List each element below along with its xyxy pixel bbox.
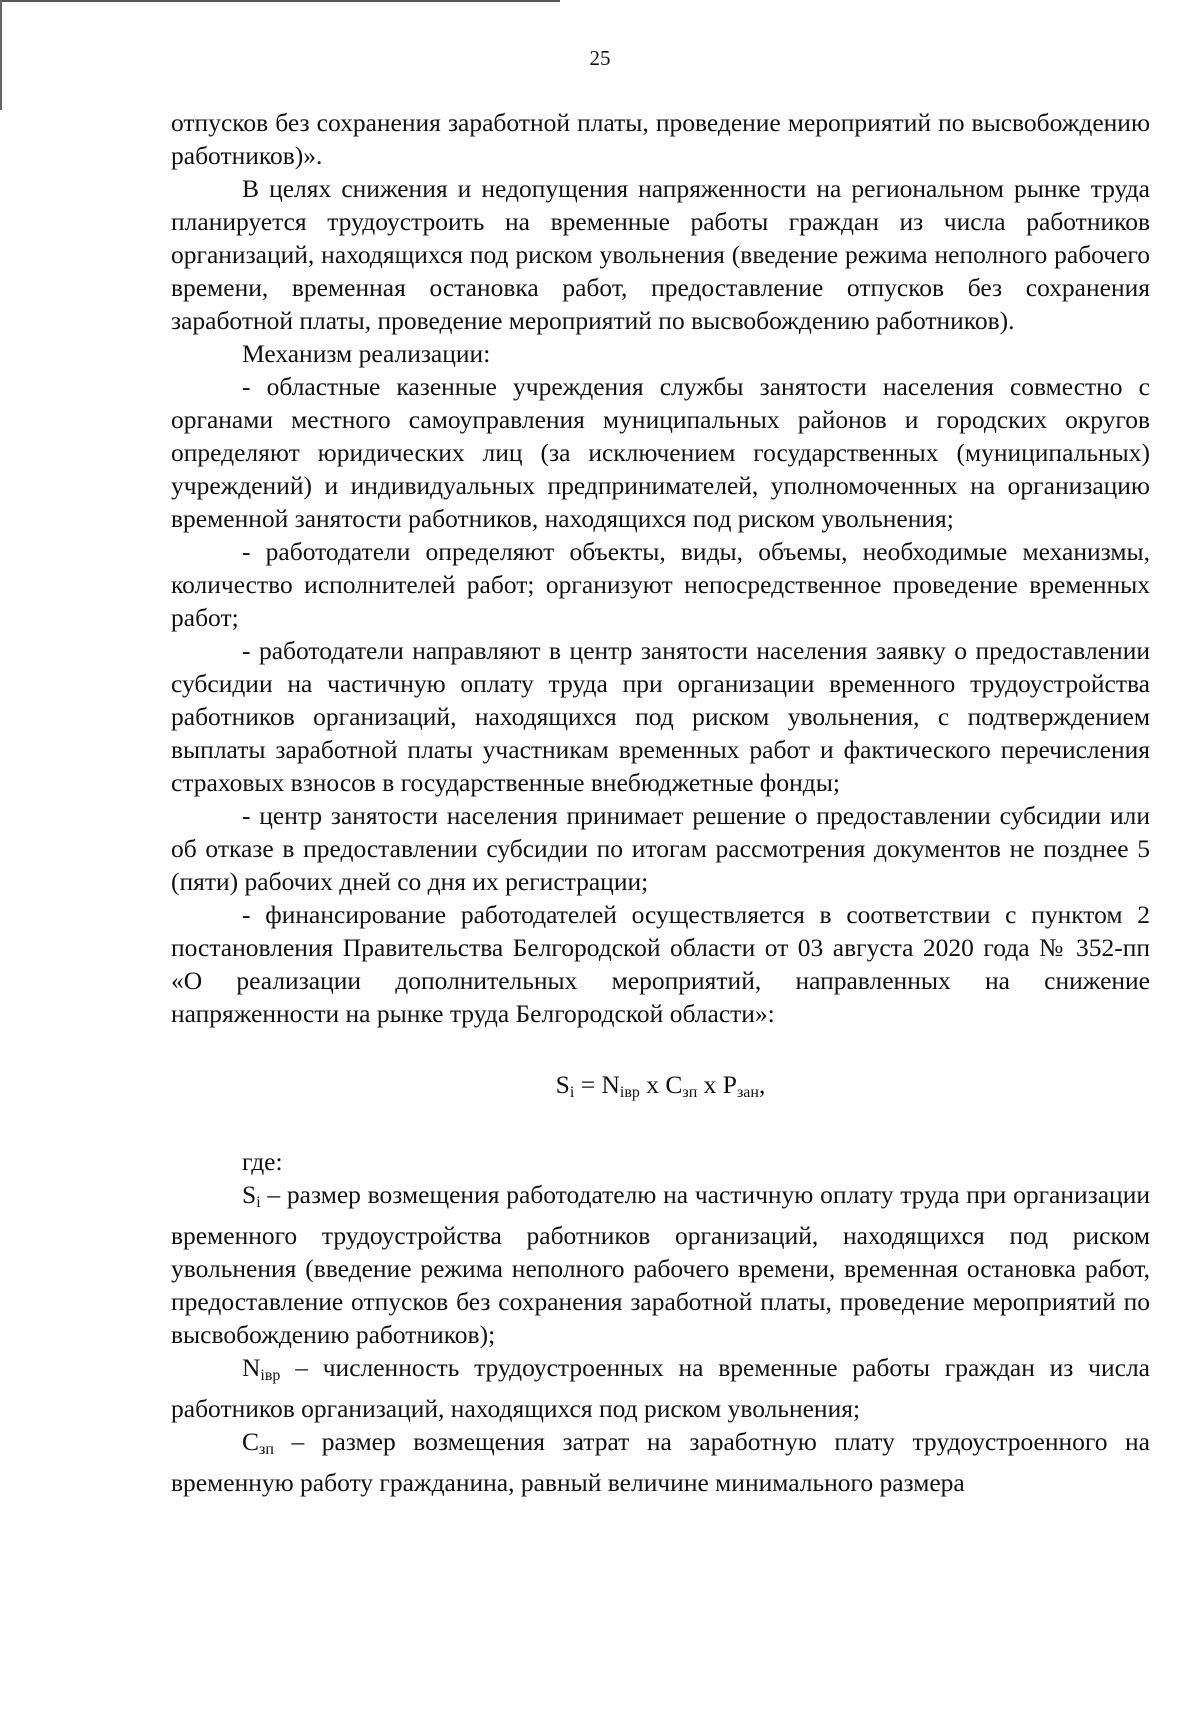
formula-subscript: зан (736, 1084, 759, 1101)
definition-subscript: i (256, 1194, 261, 1211)
formula-symbol: P (722, 1070, 737, 1099)
paragraph-heading: Механизм реализации: (242, 339, 491, 368)
where-label: где: (242, 1147, 283, 1176)
formula-subscript: i (569, 1084, 575, 1101)
definition-item (171, 1425, 1150, 1499)
formula (171, 1068, 1150, 1109)
formula-symbol: N (601, 1070, 620, 1099)
formula-subscript: зп (682, 1084, 698, 1101)
definition-symbol: C (242, 1427, 260, 1456)
formula-subscript: iвр (619, 1084, 640, 1101)
paragraph: В целях снижения и недопущения напряженности на региональном рынке труда планируется трудоустроить на временные работы граждан из числа работников организаций, находящихся под риском увольнения (введение режима неполного рабочего времени, временная остановка работ, предоставление отпусков без сохранения заработной платы, проведение мероприятий по высвобождению работников). (171, 174, 1150, 335)
definition-text: – размер возмещения работодателю на частичную оплату труда при организации временного трудоустройства работников организаций, находящихся под риском увольнения (введение режима неполного рабочего времени, временная остановка работ, предоставление отпусков без сохранения заработной платы, проведение мероприятий по высвобождению работников); (171, 1180, 1150, 1349)
list-item: - работодатели определяют объекты, виды, объемы, необходимые механизмы, количество исполнителей работ; организуют непосредственное проведение временных работ; (171, 537, 1150, 632)
definition-text: – численность трудоустроенных на временные работы граждан из числа работников организаций, находящихся под риском увольнения; (171, 1353, 1150, 1423)
definition-item (171, 1178, 1150, 1351)
list-item: - областные казенные учреждения службы занятости населения совместно с органами местного самоуправления муниципальных районов и городских округов определяют юридических лиц (за исключением государственных (муниципальных) учреждений) и индивидуальных предпринимателей, уполномоченных на организацию временной занятости работников, находящихся под риском увольнения; (171, 372, 1150, 533)
list-item: - работодатели направляют в центр занятости населения заявку о предоставлении субсидии на частичную оплату труда при организации временного трудоустройства работников организаций, находящихся под риском увольнения, с подтверждением выплаты заработной платы участникам временных работ и фактического перечисления страховых взносов в государственные внебюджетные фонды; (171, 636, 1150, 797)
formula-operator: x (697, 1070, 723, 1099)
definition-symbol: N (242, 1353, 261, 1382)
paragraph: отпусков без сохранения заработной платы, проведение мероприятий по высвобождению работников)». (171, 108, 1150, 170)
list-item: - центр занятости населения принимает решение о предоставлении субсидии или об отказе в предоставлении субсидии по итогам рассмотрения документов не позднее 5 (пяти) рабочих дней со дня их регистрации; (171, 801, 1150, 896)
formula-operator: = (574, 1070, 602, 1099)
formula-operator: x (639, 1070, 666, 1099)
formula-punctuation: , (758, 1070, 766, 1099)
definition-item (171, 1351, 1150, 1425)
definition-subscript: зп (259, 1441, 274, 1458)
scan-edge-top (0, 0, 560, 2)
definition-subscript: iвр (260, 1367, 281, 1384)
formula-symbol: S (555, 1070, 570, 1099)
list-item: - финансирование работодателей осуществляется в соответствии с пунктом 2 постановления Правительства Белгородской области от 03 августа 2020 года № 352-пп «О реализации дополнительных мероприятий, направленных на снижение напряженности на рынке труда Белгородской области»: (171, 900, 1150, 1028)
formula-symbol: C (665, 1070, 683, 1099)
definition-text: – размер возмещения затрат на заработную плату трудоустроенного на временную работу гражданина, равный величине минимального размера (171, 1427, 1150, 1497)
page-number: 25 (589, 46, 611, 70)
document-body (171, 106, 1150, 1499)
definition-symbol: S (242, 1180, 257, 1209)
